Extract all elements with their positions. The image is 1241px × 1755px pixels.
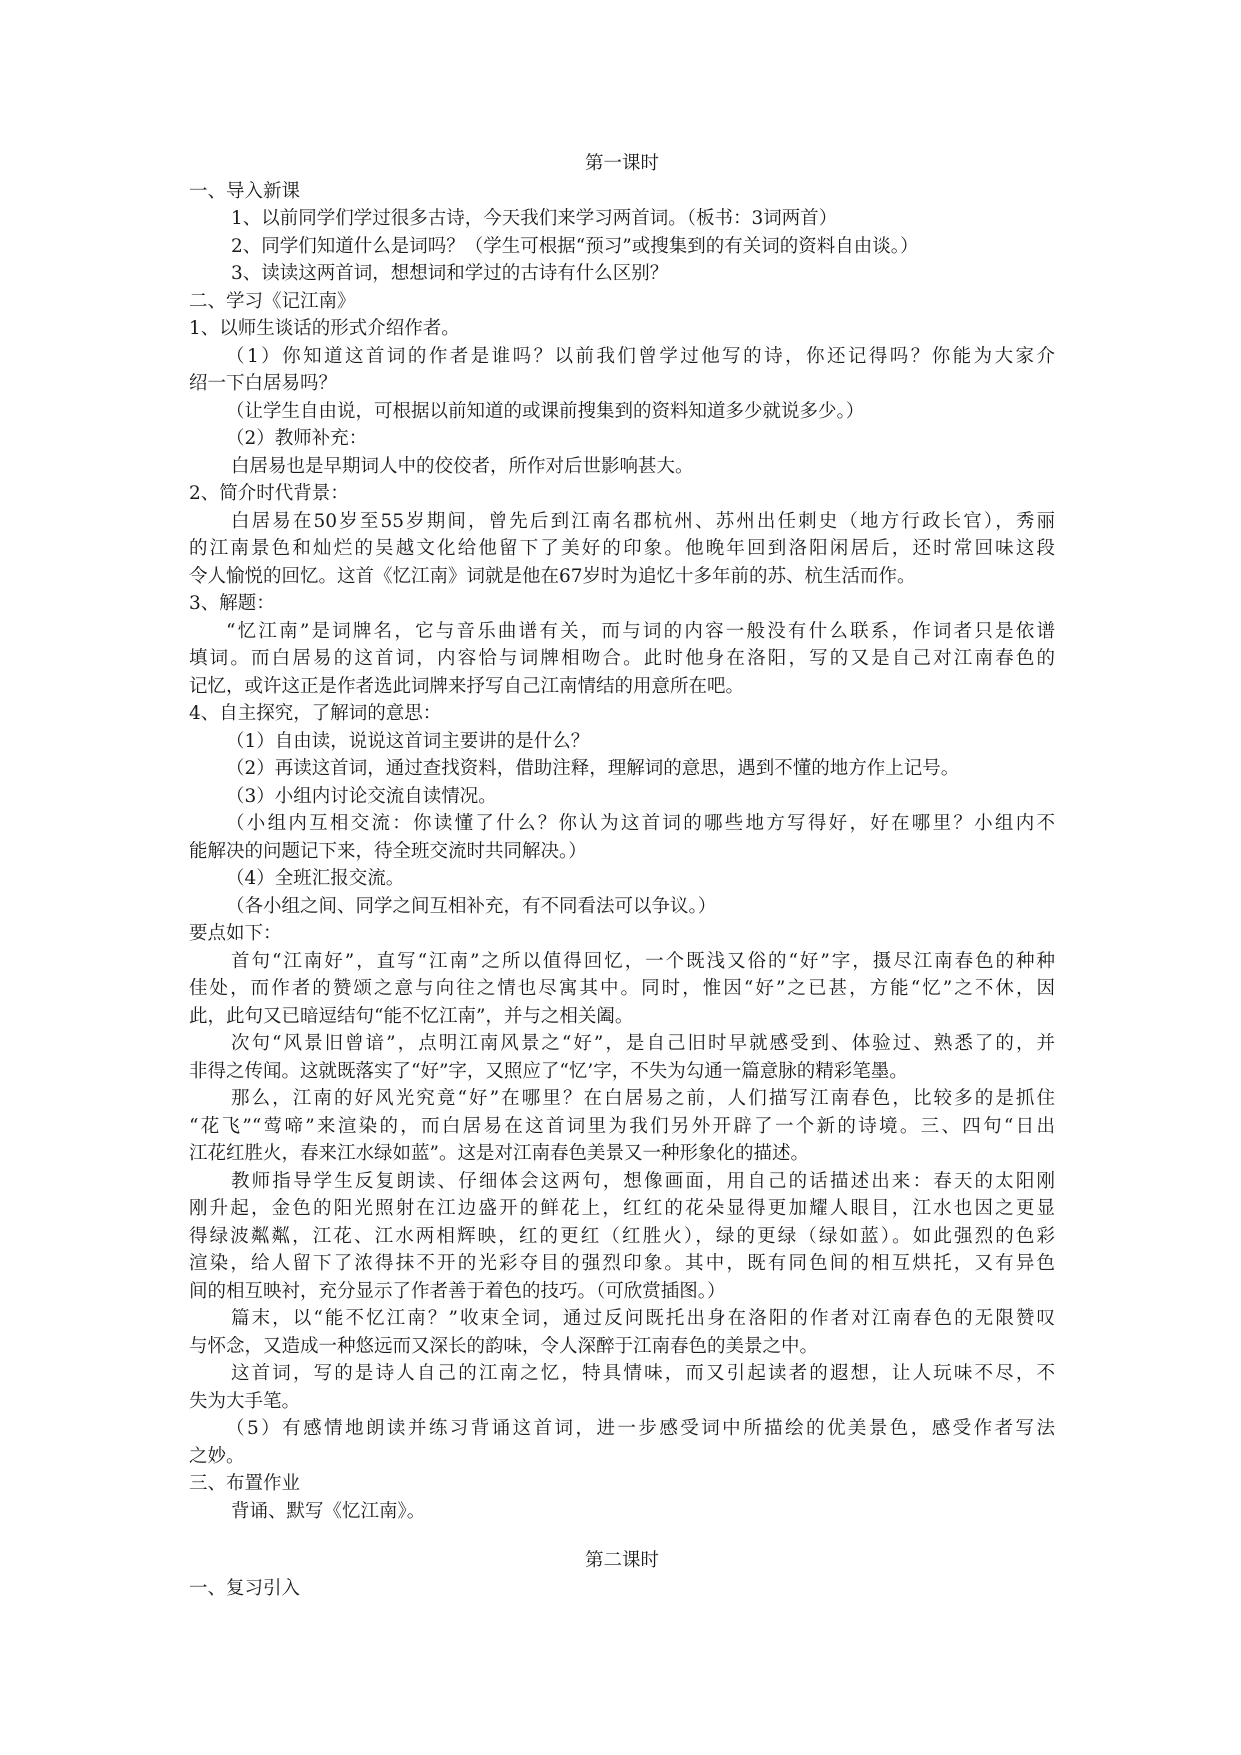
text-line: 间的相互映衬，充分显示了作者善于着色的技巧。（可欣赏插图。） xyxy=(189,1280,726,1302)
text-line: 之妙。 xyxy=(189,1445,245,1467)
text-line: 篇末，以“能不忆江南？”收束全词，通过反问既托出身在洛阳的作者对江南春色的无限赞叹 xyxy=(231,1308,1055,1329)
text-line: 那么，江南的好风光究竟“好”在哪里？在白居易之前，人们描写江南春色，比较多的是抓住 xyxy=(231,1088,1055,1109)
text-line: 非得之传闻。这就既落实了“好”字，又照应了“忆’字，不失为勾通一篇意脉的精彩笔墨。 xyxy=(189,1060,908,1082)
text-line: 能解决的问题记下来，待全班交流时共同解决。） xyxy=(189,840,587,862)
text-line: （各小组之间、同学之间互相补充，有不同看法可以争议。） xyxy=(226,895,717,917)
document-body xyxy=(189,150,1055,1602)
text-line: （1）自由读，说说这首词主要讲的是什么？ xyxy=(226,730,590,752)
text-line: 要点如下： xyxy=(189,923,282,944)
text-line: 刚升起，金色的阳光照射在江边盛开的鲜花上，红红的花朵显得更加耀人眼目，江水也因之更显 xyxy=(189,1198,1055,1219)
text-line: 3、读读这两首词，想想词和学过的古诗有什么区别？ xyxy=(231,263,669,284)
text-line: 这首词，写的是诗人自己的江南之忆，特具情味，而又引起读者的遐想，让人玩味不尽，不 xyxy=(231,1363,1055,1384)
text-line: 2、同学们知道什么是词吗？（学生可根据“预习”或搜集到的有关词的资料自由谈。） xyxy=(231,235,919,257)
text-line: 白居易在50岁至55岁期间，曾先后到江南名郡杭州、苏州出任刺史（地方行政长官），秀丽 xyxy=(231,510,1055,532)
text-line: （4）全班汇报交流。 xyxy=(226,868,405,889)
text-line: 2、简介时代背景： xyxy=(189,483,349,504)
text-line: “忆江南”是词牌名，它与音乐曲谱有关，而与词的内容一般没有什么联系，作词者只是依谱 xyxy=(226,620,1055,642)
lesson1-heading: 第一课时 xyxy=(584,153,659,174)
lesson2-heading: 第二课时 xyxy=(584,1550,659,1571)
text-line: 此，此句又已暗逗结句“能不忆江南”，并与之相关阖。 xyxy=(189,1005,634,1027)
text-line: 的江南景色和灿烂的吴越文化给他留下了美好的印象。他晚年回到洛阳闲居后，还时常回味这段 xyxy=(189,538,1055,559)
text-line: （小组内互相交流：你读懂了什么？你认为这首词的哪些地方写得好，好在哪里？小组内不 xyxy=(226,813,1055,834)
text-line: 渲染，给人留下了浓得抹不开的光彩夺目的强烈印象。其中，既有同色间的相互烘托，又有异色 xyxy=(189,1253,1055,1274)
lesson1-body xyxy=(189,178,1055,1526)
section-gap xyxy=(189,1525,1055,1547)
text-line: 二、学习《记江南》 xyxy=(189,290,356,312)
text-line: （5）有感情地朗读并练习背诵这首词，进一步感受词中所描绘的优美景色，感受作者写法 xyxy=(226,1418,1055,1439)
text-line: 背诵、默写《忆江南》。 xyxy=(231,1500,426,1522)
text-line: 与怀念，又造成一种悠远而又深长的韵味，令人深醉于江南春色的美景之中。 xyxy=(189,1335,819,1357)
text-line: 令人愉悦的回忆。这首《忆江南》词就是他在67岁时为追忆十多年前的苏、杭生活而作。 xyxy=(189,565,916,587)
text-line: 失为大手笔。 xyxy=(189,1390,301,1412)
text-line: 填词。而白居易的这首词，内容恰与词牌相吻合。此时他身在洛阳，写的又是自己对江南春色的 xyxy=(189,648,1055,669)
text-line: “花飞”“莺啼”来渲染的，而白居易在这首词里为我们另外开辟了一个新的诗境。三、四句“日出 xyxy=(189,1115,1055,1137)
text-line: 次句“风景旧曾谙”，点明江南风景之“好”，是自己旧时早就感受到、体验过、熟悉了的，并 xyxy=(231,1033,1055,1054)
text-line: 白居易也是早期词人中的佼佼者，所作对后世影响甚大。 xyxy=(231,455,694,477)
text-line: 佳处，而作者的赞颂之意与向往之情也尽寓其中。同时，惟因“好”之已甚，方能“忆”之不休，因 xyxy=(189,978,1055,999)
text-line: （2）再读这首词，通过查找资料，借助注释，理解词的意思，遇到不懂的地方作上记号。 xyxy=(226,758,960,779)
text-line: 三、布置作业 xyxy=(189,1473,301,1494)
text-line: （2）教师补充： xyxy=(226,428,368,449)
text-line: 一、导入新课 xyxy=(189,180,301,202)
text-line: 1、以师生谈话的形式介绍作者。 xyxy=(189,318,460,339)
text-line: 记忆，或许这正是作者选此词牌来抒写自己江南情结的用意所在吧。 xyxy=(189,675,745,697)
text-line: （3）小组内讨论交流自读情况。 xyxy=(226,785,497,807)
text-line: 教师指导学生反复朗读、仔细体会这两句，想像画面，用自己的话描述出来：春天的太阳刚 xyxy=(231,1170,1055,1192)
text-line: （1）你知道这首词的作者是谁吗？以前我们曾学过他写的诗，你还记得吗？你能为大家介 xyxy=(226,345,1055,367)
text-line: 3、解题： xyxy=(189,593,275,614)
text-line: （让学生自由说，可根据以前知道的或课前搜集到的资料知道多少就说多少。） xyxy=(226,400,865,422)
text-line: 绍一下白居易吗？ xyxy=(189,373,338,394)
text-line: 首句“江南好”，直写“江南”之所以值得回忆，一个既浅又俗的“好”字，摄尽江南春色的种种 xyxy=(231,950,1055,972)
text-line: 1、以前同学们学过很多古诗，今天我们来学习两首词。（板书：3词两首） xyxy=(231,208,838,229)
lesson2-first-item: 一、复习引入 xyxy=(189,1577,301,1599)
text-line: 江花红胜火，春来江水绿如蓝”。这是对江南春色美景又一种形象化的描述。 xyxy=(189,1143,809,1164)
text-line: 4、自主探究，了解词的意思： xyxy=(189,703,442,724)
text-line: 得绿波粼粼，江花、江水两相辉映，红的更红（红胜火），绿的更绿（绿如蓝）。如此强烈的色彩 xyxy=(189,1225,1055,1247)
